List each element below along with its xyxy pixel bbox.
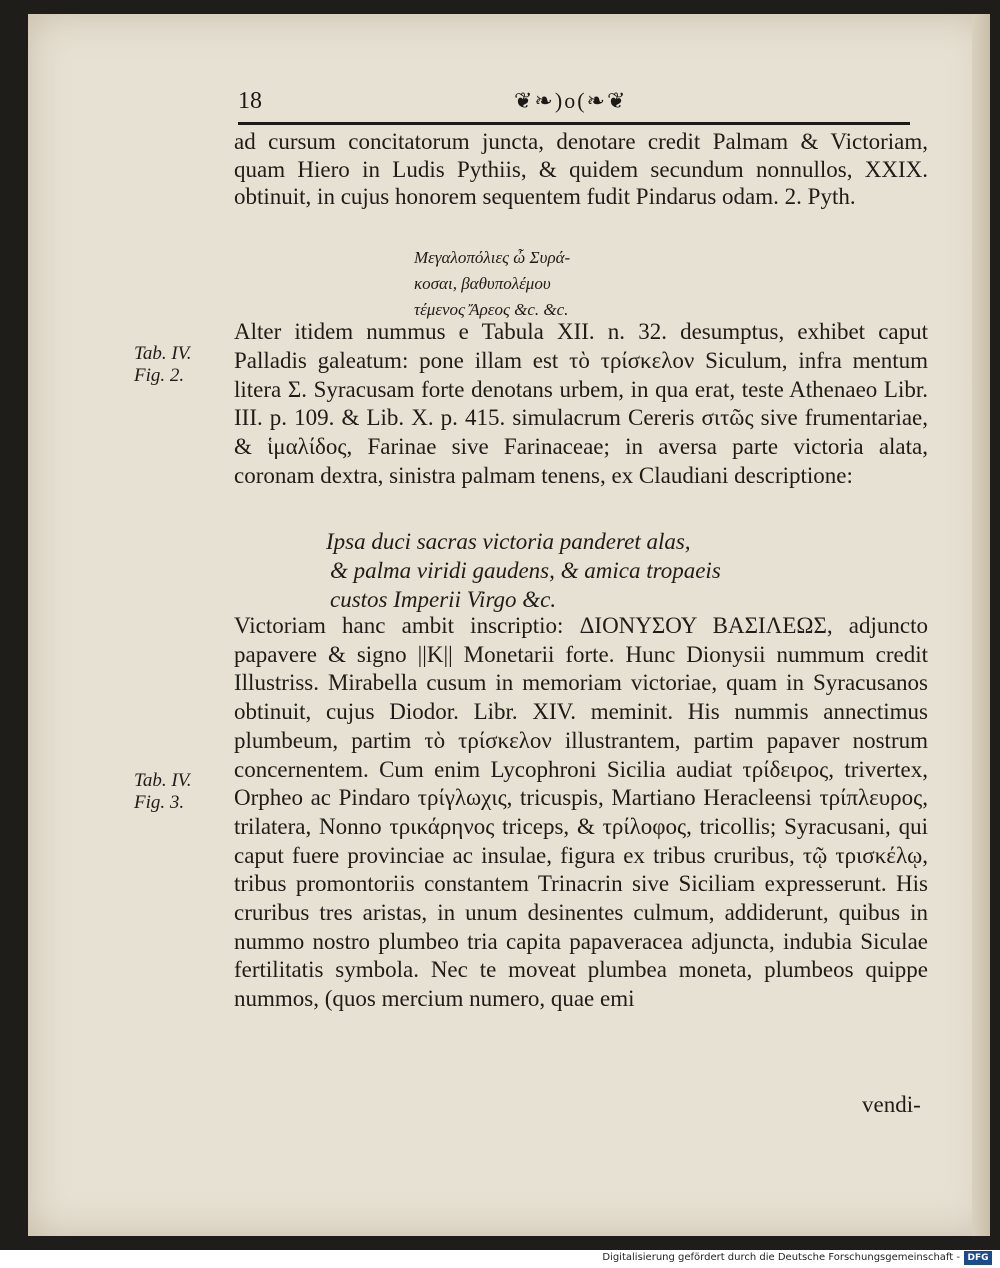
margin-note-tab-iv-fig-2 [134, 343, 192, 387]
page-header [238, 82, 910, 122]
latin-verse-line: & palma viridi gaudens, & amica tropaeis [330, 558, 721, 583]
header-rule [238, 122, 910, 125]
greek-verse-line: Μεγαλοπόλιες ὦ Συρά- [414, 248, 571, 267]
header-ornament: ❦❧)o(❧❦ [514, 88, 628, 113]
latin-verse-line: Ipsa duci sacras victoria panderet alas, [326, 529, 691, 554]
greek-verse-line: τέμενος Ἄρεος &c. &c. [414, 300, 569, 319]
greek-verse [414, 245, 674, 323]
latin-verse-line: custos Imperii Virgo &c. [330, 587, 557, 612]
page-edge [972, 14, 990, 1236]
margin-note-line: Fig. 2. [134, 365, 185, 386]
page-number: 18 [238, 88, 262, 114]
margin-note-tab-iv-fig-3 [134, 770, 192, 814]
greek-verse-line: κοσαι, βαθυπολέμου [414, 274, 551, 293]
margin-note-line: Tab. IV. [134, 343, 192, 364]
paragraph-3: Victoriam hanc ambit inscriptio: ΔΙΟΝΥΣΟΥ ΒΑΣΙΛΕΩΣ, adjuncto papavere & signo ||K|| Monetarii forte. Hunc Dionysii nummum credit Illustriss. Mirabella cusum in memoriam victoriae, quam in Syracusanos obtinuit, cujus Diodor. Libr. XIV. meminit. His nummis annectimus plumbeum, partim τὸ τρίσκελον illustrantem, partim papaver nostrum concernentem. Cum enim Lycophroni Sicilia audiat τρίδειρος, trivertex, Orpheo ac Pindaro τρίγλωχις, tricuspis, Martiano Heracleensi τρίπλευρος, trilatera, Nonno τρικάρηνος triceps, & τρίλοφος, tricollis; Syracusani, qui caput fuere provinciae ac insulae, figura ex tribus cruribus, τῷ τρισκέλῳ, tribus promontoriis constantem Trinacrin sive Siciliam expresserunt. His cruribus tres aristas, in unum desinentes culmum, addiderunt, quibus in nummo nostro plumbeo tria capita papaveracea adjuncta, indubia Siculae fertilitatis symbola. Nec te moveat plumbea moneta, plumbeos quippe nummos, (quos mercium numero, quae emi [234, 613, 928, 1012]
latin-verse [326, 527, 846, 614]
paragraph-1: ad cursum concitatorum juncta, denotare credit Palmam & Victoriam, quam Hiero in Ludis Pythiis, & quidem secundum nonnullos, XXIX. obtinuit, in cujus honorem sequentem fudit Pindarus odam. 2. Pyth. [234, 129, 928, 210]
margin-note-line: Fig. 3. [134, 792, 185, 813]
catchword: vendi- [862, 1092, 921, 1117]
paragraph-2: Alter itidem nummus e Tabula XII. n. 32. desumptus, exhibet caput Palladis galeatum: pone illam est τὸ τρίσκελον Siculum, infra mentum litera Σ. Syracusam forte denotans urbem, in qua erat, teste Athenaeo Libr. III. p. 109. & Lib. X. p. 415. simulacrum Cereris σιτῶς sive frumentariae, & ἱμαλίδος, Farinae sive Farinaceae; in aversa parte victoria alata, coronam dextra, sinistra palmam tenens, ex Claudiani descriptione: [234, 319, 928, 488]
margin-note-line: Tab. IV. [134, 770, 192, 791]
funding-credit: Digitalisierung gefördert durch die Deutsche Forschungsgemeinschaft - [602, 1252, 960, 1263]
dfg-logo[interactable]: DFG [964, 1251, 992, 1265]
